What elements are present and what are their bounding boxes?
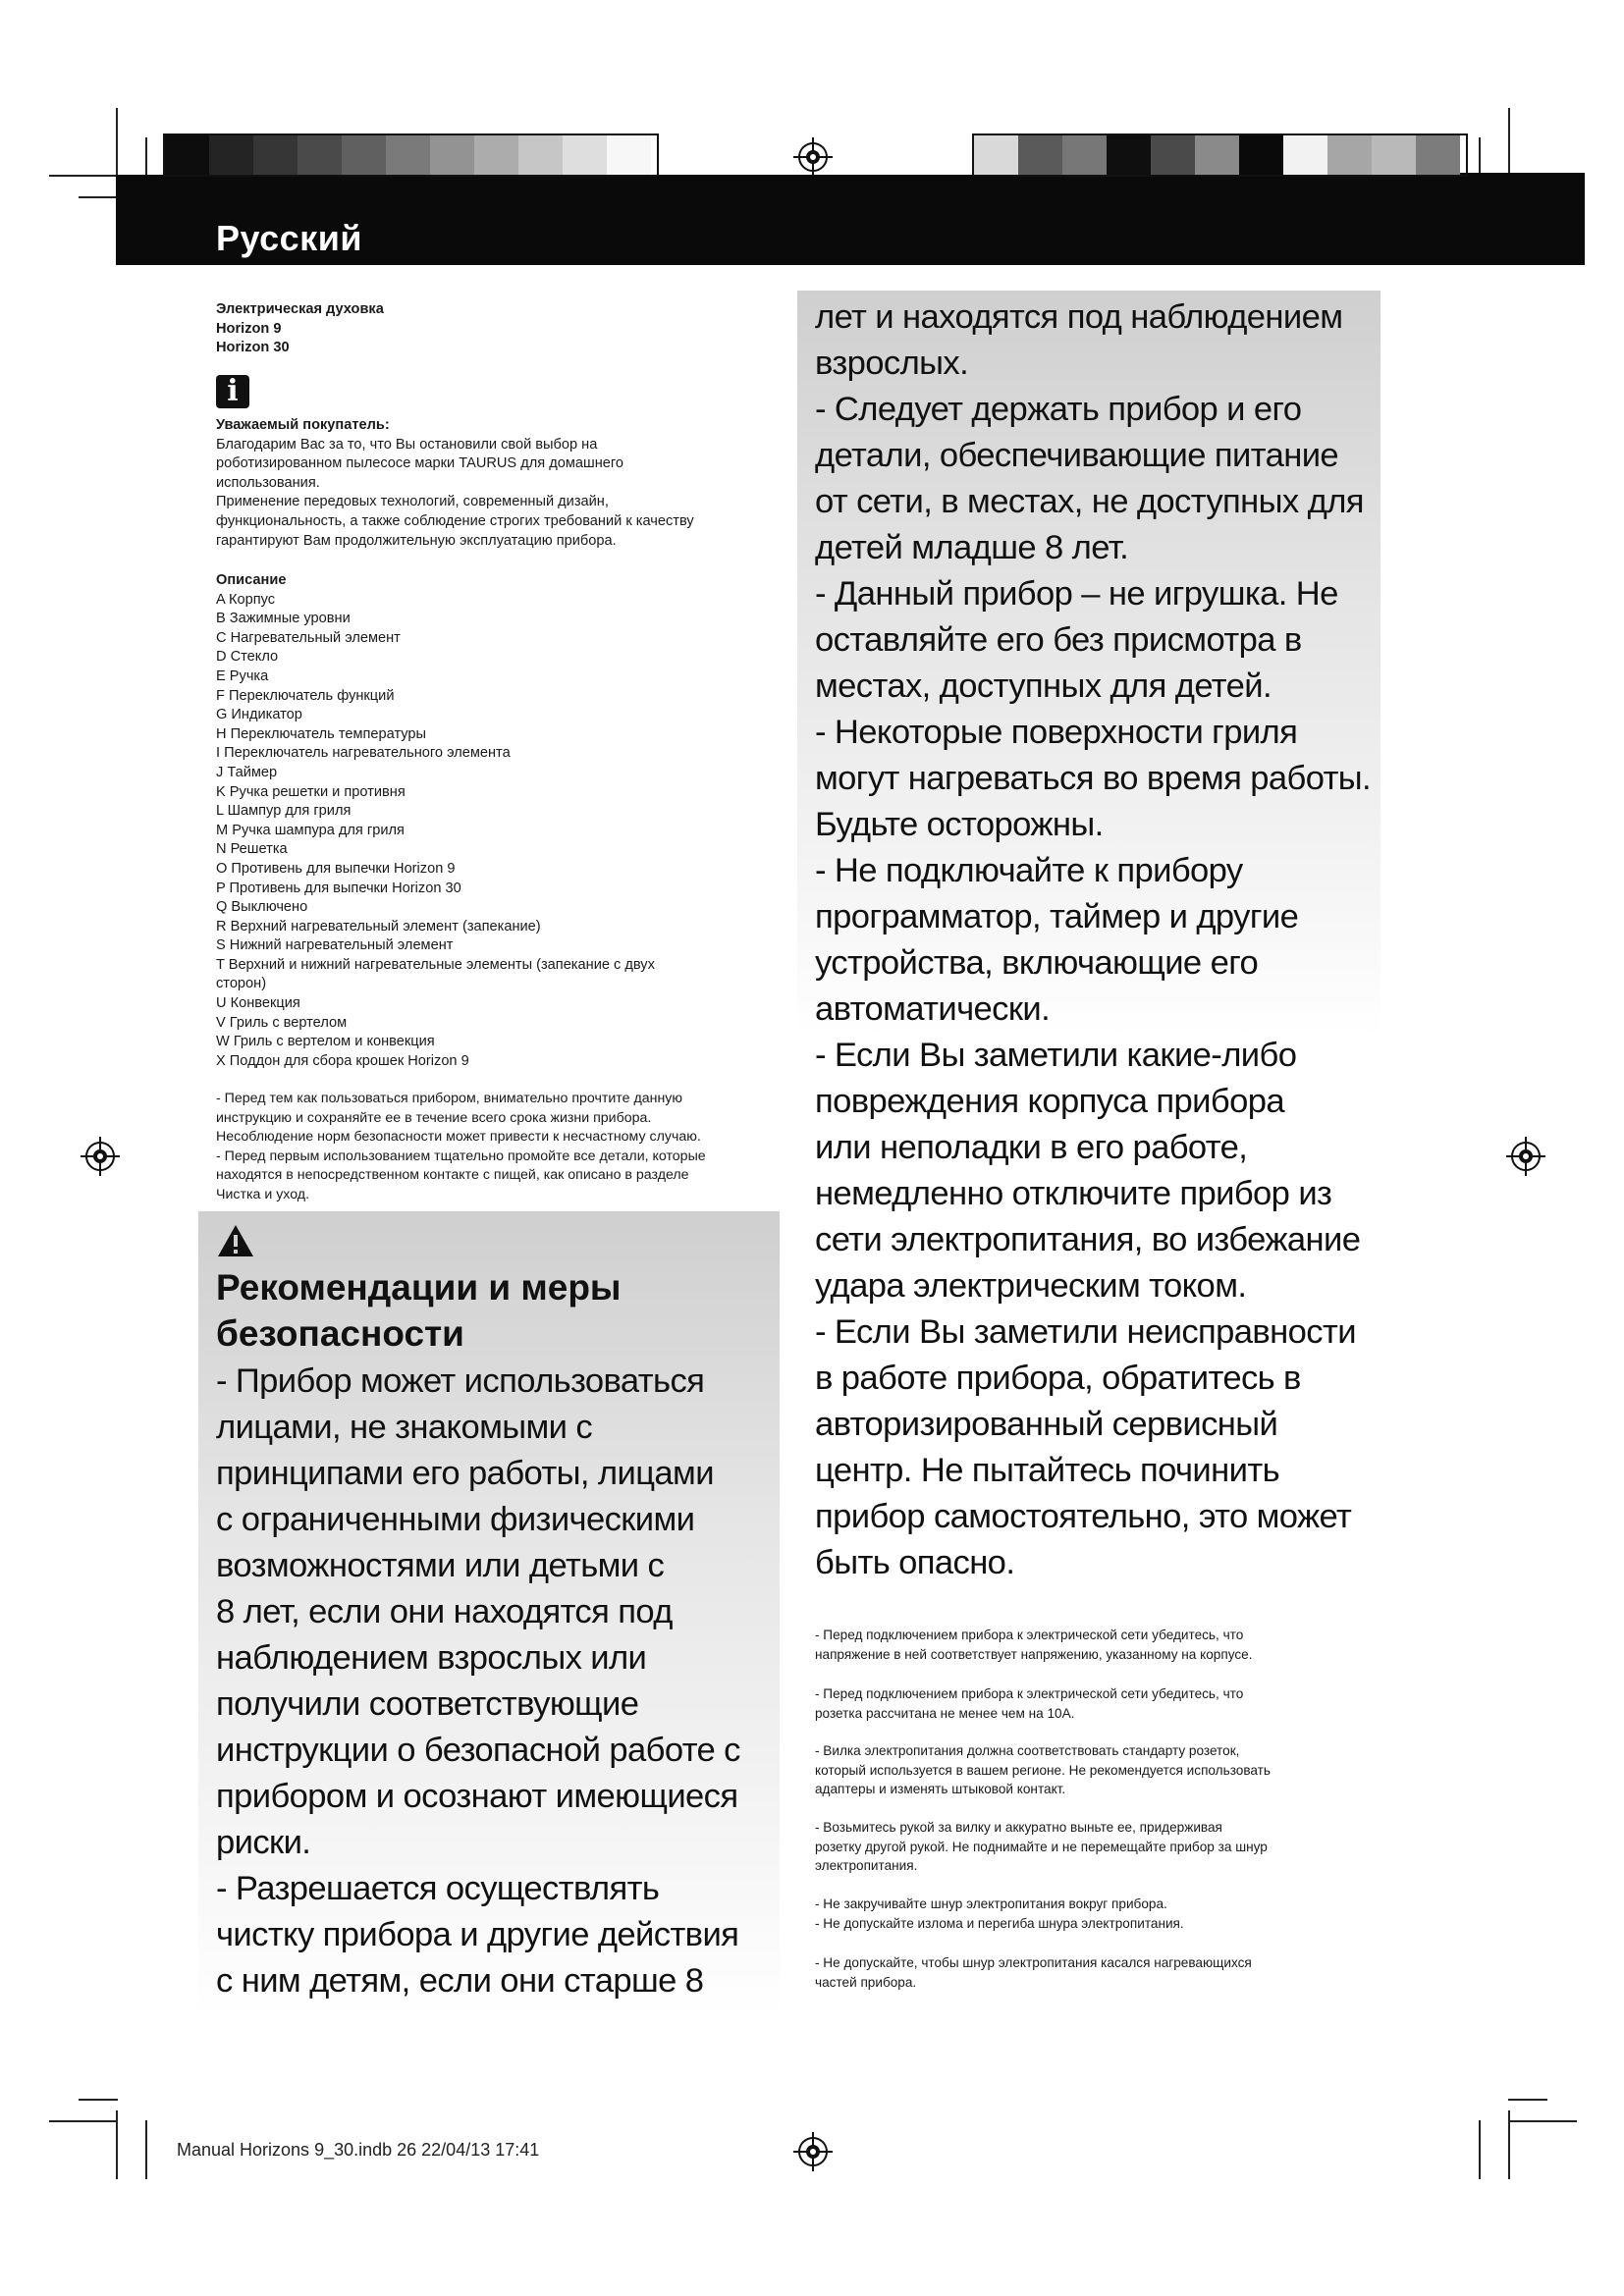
description-item: X Поддон для сбора крошек Horizon 9 (216, 1052, 469, 1069)
safety-line: с ним детям, если они старше 8 (216, 1962, 704, 2000)
color-swatch (1283, 135, 1327, 175)
safety-line: устройства, включающие его (815, 944, 1259, 982)
safety-line: - Данный прибор – не игрушка. Не (815, 575, 1338, 613)
note-line: - Не допускайте, чтобы шнур электропитания касался нагревающихся (815, 1955, 1252, 1970)
safety-title-line: безопасности (216, 1313, 464, 1354)
safety-line: детали, обеспечивающие питание (815, 437, 1339, 474)
electrical-note (815, 1626, 1404, 1664)
product-model-2: Horizon 30 (216, 340, 290, 356)
electrical-note (815, 1741, 1404, 1799)
color-swatch (1151, 135, 1195, 175)
safety-line: прибором и осознают имеющиеся (216, 1778, 738, 1815)
safety-line: - Следует держать прибор и его (815, 391, 1302, 428)
intro-line: функциональность, а также соблюдение строгих требований к качеству (216, 512, 694, 529)
description-item: V Гриль с вертелом (216, 1014, 348, 1031)
note-line: находятся в непосредственном контакте с пищей, как описано в разделе (216, 1167, 689, 1184)
registration-mark-icon (81, 1137, 120, 1176)
safety-line: центр. Не пытайтесь починить (815, 1452, 1279, 1489)
safety-line: получили соответствующие (216, 1685, 639, 1723)
product-model-1: Horizon 9 (216, 320, 282, 337)
product-type: Электрическая духовка (216, 301, 384, 317)
safety-line: в работе прибора, обратитесь в (815, 1360, 1301, 1397)
crop-mark (1479, 2120, 1481, 2179)
intro-section (216, 416, 766, 551)
description-item: L Шампур для гриля (216, 803, 352, 820)
color-swatch (1239, 135, 1283, 175)
safety-line: программатор, таймер и другие (815, 898, 1299, 935)
safety-line: быть опасно. (815, 1544, 1015, 1581)
safety-line: - Если Вы заметили неисправности (815, 1313, 1356, 1351)
crop-mark (49, 175, 118, 177)
color-swatch (1018, 135, 1062, 175)
note-line: - Не закручивайте шнур электропитания вокруг прибора. (815, 1896, 1167, 1911)
safety-line: с ограниченными физическими (216, 1501, 695, 1538)
safety-line: наблюдением взрослых или (216, 1639, 647, 1677)
safety-line: - Разрешается осуществлять (216, 1870, 660, 1907)
description-item: U Конвекция (216, 995, 300, 1012)
crop-mark (79, 2099, 118, 2101)
description-heading: Описание (216, 572, 287, 588)
crop-mark (116, 108, 118, 177)
color-swatch (518, 135, 563, 175)
color-swatch (1062, 135, 1107, 175)
note-line: - Перед первым использованием тщательно промойте все детали, которые (216, 1148, 706, 1164)
registration-mark-icon (793, 137, 833, 177)
description-item: H Переключатель температуры (216, 725, 427, 742)
note-line: Чистка и уход. (216, 1186, 310, 1202)
description-item: P Противень для выпечки Horizon 30 (216, 880, 461, 896)
note-line: частей прибора. (815, 1974, 917, 1990)
safety-line: - Некоторые поверхности гриля (815, 714, 1298, 751)
print-footer: Manual Horizons 9_30.indb 26 22/04/13 17:41 (177, 2140, 540, 2160)
note-line: который используется в вашем регионе. Не рекомендуется использовать (815, 1762, 1271, 1778)
description-item: W Гриль с вертелом и конвекция (216, 1034, 435, 1050)
color-swatch (1327, 135, 1372, 175)
safety-title-line: Рекомендации и меры (216, 1267, 622, 1308)
safety-line: - Прибор может использоваться (216, 1362, 705, 1400)
description-item: F Переключатель функций (216, 687, 395, 704)
note-line: розетку другой рукой. Не поднимайте и не перемещайте прибор за шнур (815, 1839, 1268, 1854)
description-item: I Переключатель нагревательного элемента (216, 745, 511, 762)
color-calibration-bar-right (972, 133, 1468, 177)
color-swatch (1107, 135, 1151, 175)
safety-line: взрослых. (815, 345, 969, 382)
product-title (216, 300, 766, 358)
safety-line: возможностями или детьми с (216, 1547, 665, 1584)
color-swatch (1416, 135, 1460, 175)
description-item: B Зажимные уровни (216, 611, 351, 627)
electrical-note (815, 1684, 1404, 1723)
safety-title (216, 1264, 622, 1357)
safety-line: или неполадки в его работе, (815, 1129, 1248, 1166)
safety-line: инструкции о безопасной работе с (216, 1732, 740, 1769)
note-line: - Вилка электропитания должна соответствовать стандарту розеток, (815, 1743, 1240, 1758)
description-item: E Ручка (216, 667, 269, 684)
note-line: Несоблюдение норм безопасности может привести к несчастному случаю. (216, 1129, 701, 1146)
safety-line: лицами, не знакомыми с (216, 1409, 593, 1446)
description-item: S Нижний нагревательный элемент (216, 937, 454, 954)
crop-mark (1508, 2099, 1547, 2101)
safety-line: лет и находятся под наблюдением (815, 298, 1343, 336)
intro-line: роботизированном пылесосе марки TAURUS для домашнего (216, 455, 623, 472)
safety-text-right (815, 294, 1404, 1586)
color-calibration-bar-left (163, 133, 659, 177)
safety-line: 8 лет, если они находятся под (216, 1593, 673, 1630)
electrical-note (815, 1818, 1404, 1876)
safety-line: принципами его работы, лицами (216, 1455, 714, 1492)
crop-mark (145, 2120, 147, 2179)
color-swatch (253, 135, 298, 175)
description-item: O Противень для выпечки Horizon 9 (216, 860, 456, 877)
info-icon: i (216, 375, 249, 408)
description-item: K Ручка решетки и противня (216, 783, 406, 800)
safety-line: могут нагреваться во время работы. (815, 760, 1372, 797)
safety-text-left (216, 1359, 740, 2004)
note-line: инструкцию и сохраняйте ее в течение всего срока жизни прибора. (216, 1109, 652, 1126)
color-swatch (298, 135, 342, 175)
safety-line: авторизированный сервисный (815, 1406, 1278, 1443)
color-swatch (386, 135, 430, 175)
description-item: C Нагревательный элемент (216, 629, 401, 646)
color-swatch (474, 135, 518, 175)
crop-mark (1508, 2120, 1577, 2122)
safety-line: немедленно отключите прибор из (815, 1175, 1332, 1212)
safety-line: - Если Вы заметили какие-либо (815, 1037, 1297, 1074)
intro-line: гарантируют Вам продолжительную эксплуатацию прибора. (216, 532, 617, 549)
note-line: розетка рассчитана не менее чем на 10А. (815, 1705, 1075, 1721)
safety-line: оставляйте его без присмотра в (815, 621, 1302, 659)
note-line: напряжение в ней соответствует напряжению, указанному на корпусе. (815, 1646, 1253, 1662)
registration-mark-icon (1506, 1137, 1545, 1176)
color-swatch (430, 135, 474, 175)
note-line: - Перед подключением прибора к электрической сети убедитесь, что (815, 1686, 1244, 1701)
color-swatch (1372, 135, 1416, 175)
description-item: G Индикатор (216, 707, 302, 723)
description-section (216, 571, 766, 1071)
safety-line: Будьте осторожны. (815, 806, 1104, 843)
safety-line: удара электрическим током. (815, 1267, 1247, 1305)
color-swatch (165, 135, 209, 175)
color-swatch (563, 135, 607, 175)
note-line: - Возьмитесь рукой за вилку и аккуратно выньте ее, придерживая (815, 1820, 1222, 1835)
description-item: M Ручка шампура для гриля (216, 822, 405, 838)
note-line: адаптеры и изменять штыковой контакт. (815, 1782, 1066, 1796)
crop-mark (1508, 108, 1510, 177)
description-item: D Стекло (216, 649, 279, 666)
safety-line: прибор самостоятельно, это может (815, 1498, 1352, 1535)
description-item: A Корпус (216, 591, 276, 608)
safety-line: риски. (216, 1824, 311, 1861)
color-swatch (974, 135, 1018, 175)
safety-line: детей младше 8 лет. (815, 529, 1129, 566)
note-line: - Перед подключением прибора к электрической сети убедитесь, что (815, 1628, 1244, 1642)
safety-line: - Не подключайте к прибору (815, 852, 1243, 889)
electrical-note (815, 1895, 1404, 1933)
crop-mark (79, 196, 118, 198)
color-swatch (1195, 135, 1239, 175)
note-line: электропитания. (815, 1858, 918, 1873)
intro-line: Благодарим Вас за то, что Вы остановили свой выбор на (216, 436, 598, 453)
safety-line: местах, доступных для детей. (815, 667, 1272, 705)
electrical-note (815, 1953, 1404, 1992)
color-swatch (607, 135, 651, 175)
description-item: J Таймер (216, 764, 278, 780)
color-swatch (342, 135, 386, 175)
safety-line: чистку прибора и другие действия (216, 1916, 739, 1953)
note-line: - Перед тем как пользоваться прибором, внимательно прочтите данную (216, 1091, 683, 1106)
intro-heading: Уважаемый покупатель: (216, 417, 390, 433)
color-swatch (209, 135, 253, 175)
language-title: Русский (216, 218, 362, 258)
safety-line: автоматически. (815, 990, 1051, 1028)
crop-mark (49, 2120, 118, 2122)
safety-line: от сети, в местах, не доступных для (815, 483, 1364, 520)
safety-line: сети электропитания, во избежание (815, 1221, 1361, 1258)
note-line: - Не допускайте излома и перегиба шнура электропитания. (815, 1915, 1184, 1931)
description-item: N Решетка (216, 841, 288, 858)
warning-icon (216, 1223, 255, 1258)
description-item: R Верхний нагревательный элемент (запекание) (216, 918, 541, 934)
description-item: T Верхний и нижний нагревательные элементы (запекание с двух (216, 956, 655, 973)
description-item: сторон) (216, 976, 267, 992)
safety-line: повреждения корпуса прибора (815, 1083, 1284, 1120)
description-item: Q Выключено (216, 899, 308, 916)
intro-line: Применение передовых технологий, современный дизайн, (216, 494, 609, 510)
intro-line: использования. (216, 474, 320, 491)
registration-mark-icon (793, 2132, 833, 2171)
pre-usage-notes (216, 1090, 766, 1205)
